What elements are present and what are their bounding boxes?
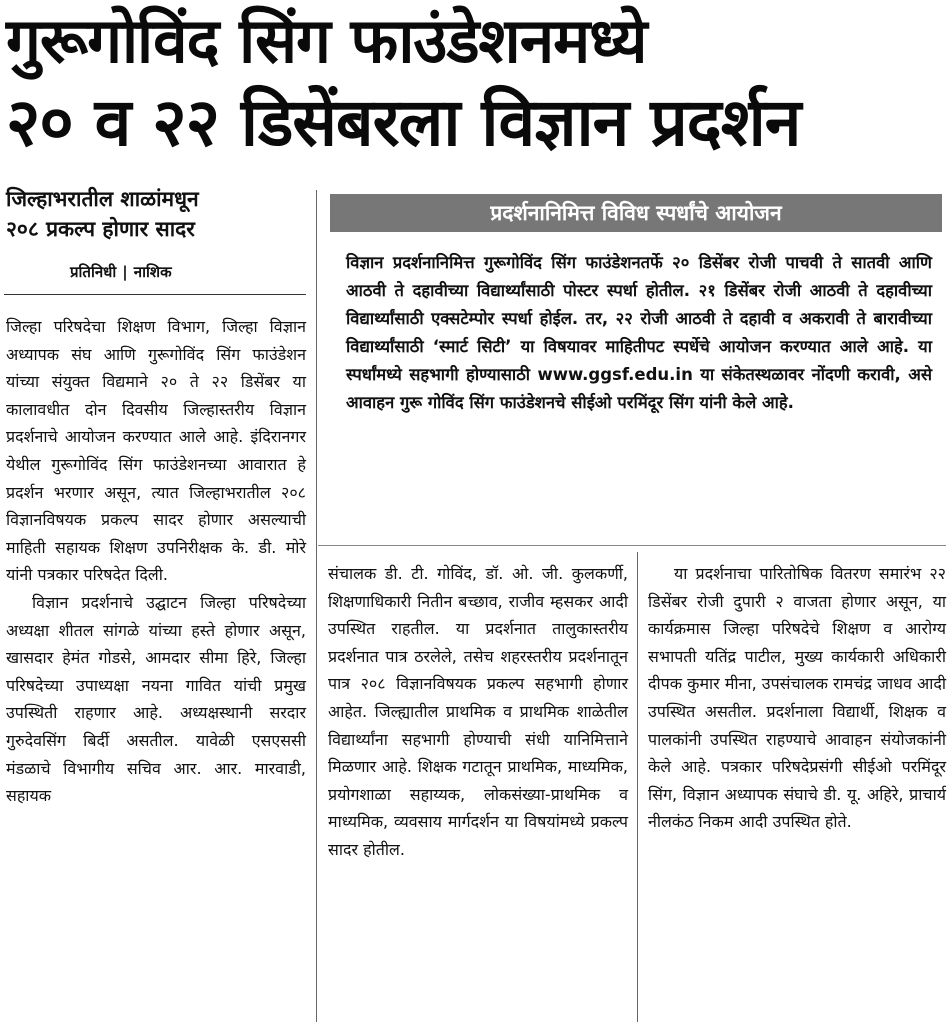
byline-rule	[4, 294, 306, 295]
col1-paragraph-1: जिल्हा परिषदेचा शिक्षण विभाग, जिल्हा विज्ञान अध्यापक संघ आणि गुरूगोविंद सिंग फाउंडेशन यांच्या संयुक्त विद्यमाने २० ते २२ डिसेंबर या कालावधीत दोन दिवसीय जिल्हास्तरीय विज्ञान प्रदर्शनाचे आयोजन करण्यात आले आहे. इंदिरानगर येथील गुरूगोविंद सिंग फाउंडेशनच्या आवारात हे प्रदर्शन भरणार असून, त्यात जिल्हाभरातील २०८ विज्ञानविषयक प्रकल्प सादर होणार असल्याची माहिती सहायक शिक्षण उपनिरीक्षक के. डी. मोरे यांनी पत्रकार परिषदेत दिली.	[6, 317, 306, 585]
col2-paragraph-1: संचालक डी. टी. गोविंद, डॉ. ओ. जी. कुलकर्णी, शिक्षणाधिकारी नितीन बच्छाव, राजीव म्हसकर आदी उपस्थित राहतील. या प्रदर्शनात तालुकास्तरीय प्रदर्शनात पात्र ठरलेले, तसेच शहरस्तरीय प्रदर्शनातून पात्र २०८ विज्ञानविषयक प्रकल्प सहभागी होणार आहेत. जिल्ह्यातील प्राथमिक व प्राथमिक शाळेतील विद्यार्थ्यांना सहभागी होण्याची संधी यानिमित्ताने मिळणार आहे. शिक्षक गटातून प्राथमिक, माध्यमिक, प्रयोगशाळा सहाय्यक, लोकसंख्या-प्राथमिक व माध्यमिक, व्यवसाय मार्गदर्शन या विषयांमध्ये प्रकल्प सादर होतील.	[328, 564, 628, 859]
column-divider-1	[316, 190, 317, 1022]
subheadline	[6, 184, 306, 244]
box-bottom-rule	[318, 545, 946, 546]
subheadline-line-1: जिल्हाभरातील शाळांमधून	[6, 187, 199, 211]
article-column-3	[648, 560, 946, 836]
box-text: विज्ञान प्रदर्शनानिमित्त गुरूगोविंद सिंग फाउंडेशनतर्फे २० डिसेंबर रोजी पाचवी ते सातवी आणि आठवी ते दहावीच्या विद्यार्थ्यांसाठी पोस्टर स्पर्धा होतील. २१ डिसेंबर रोजी आठवी ते दहावीच्या विद्यार्थ्यांसाठी एक्सटेम्पोर स्पर्धा होईल. तर, २२ रोजी आठवी ते दहावी व अकरावी ते बारावीच्या विद्यार्थ्यांसाठी ‘स्मार्ट सिटी’ या विषयावर माहितीपट स्पर्धेचे आयोजन करण्यात आले आहे. या स्पर्धांमध्ये सहभागी होण्यासाठी www.ggsf.edu.in या संकेतस्थळावर नोंदणी करावी, असे आवाहन गुरू गोविंद सिंग फाउंडेशनचे सीईओ परमिंदूर सिंग यांनी केले आहे.	[346, 253, 932, 412]
article-column-2	[328, 560, 628, 864]
byline-separator: |	[122, 263, 128, 281]
column-divider-2	[637, 552, 638, 1022]
box-title: प्रदर्शनानिमित्त विविध स्पर्धांचे आयोजन	[330, 194, 942, 232]
subheadline-line-2: २०८ प्रकल्प होणार सादर	[6, 217, 195, 241]
headline-line-1: गुरूगोविंद सिंग फाउंडेशनमध्ये	[6, 4, 647, 77]
byline	[70, 262, 172, 282]
byline-reporter: प्रतिनिधी	[70, 263, 117, 281]
col1-paragraph-2: विज्ञान प्रदर्शनाचे उद्घाटन जिल्हा परिषदेच्या अध्यक्षा शीतल सांगळे यांच्या हस्ते होणार असून, खासदार हेमंत गोडसे, आमदार सीमा हिरे, जिल्हा परिषदेच्या उपाध्यक्षा नयना गावित यांची प्रमुख उपस्थिती राहणार आहे. अध्यक्षस्थानी सरदार गुरुदेवसिंग बिर्दी असतील. यावेळी एसएससी मंडळाचे विभागीय सचिव आर. आर. मारवाडी, सहायक	[6, 592, 306, 806]
headline-line-2: २० व २२ डिसेंबरला विज्ञान प्रदर्शन	[6, 84, 801, 161]
article-column-1	[6, 313, 306, 810]
col3-paragraph-1: या प्रदर्शनाचा पारितोषिक वितरण समारंभ २२ डिसेंबर रोजी दुपारी २ वाजता होणार असून, या कार्यक्रमास जिल्हा परिषदेचे शिक्षण व आरोग्य सभापती यतिंद्र पाटील, मुख्य कार्यकारी अधिकारी दीपक कुमार मीना, उपसंचालक रामचंद्र जाधव आदी उपस्थित असतील. प्रदर्शनाला विद्यार्थी, शिक्षक व पालकांनी उपस्थित राहण्याचे आवाहन संयोजकांनी केले आहे. पत्रकार परिषदेप्रसंगी सीईओ परमिंदूर सिंग, विज्ञान अध्यापक संघाचे डी. यू. अहिरे, प्राचार्य नीलकंठ निकम आदी उपस्थित होते.	[648, 564, 946, 832]
byline-place: नाशिक	[133, 263, 172, 281]
